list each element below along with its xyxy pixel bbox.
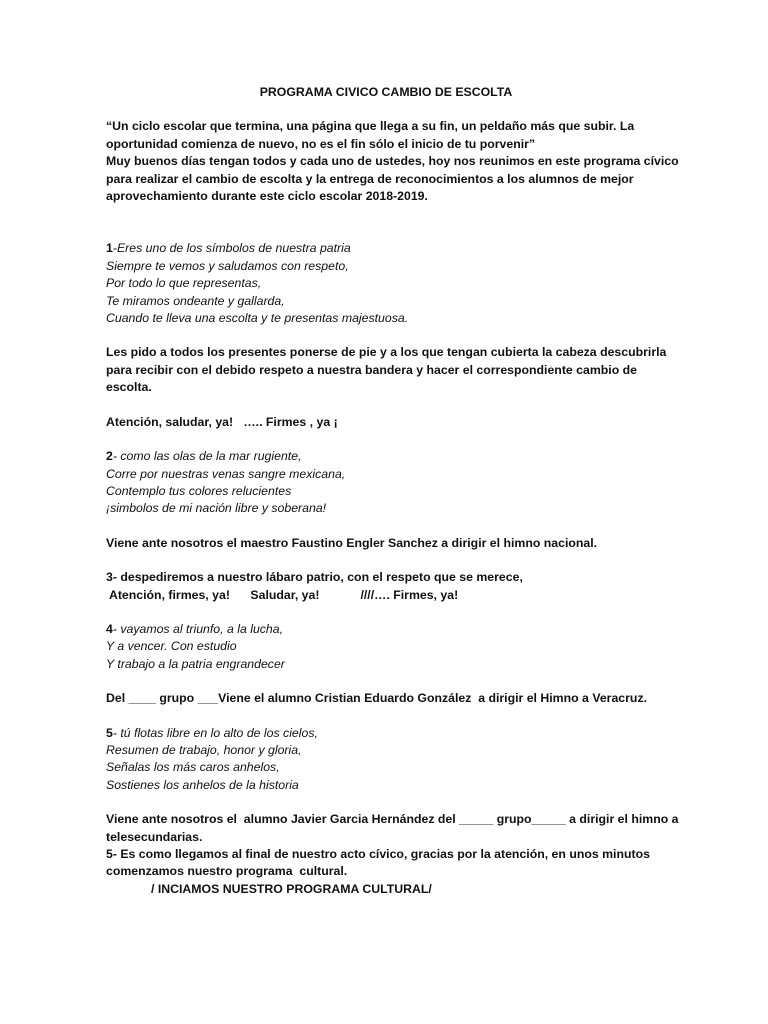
command-line: Atención, firmes, ya! Saludar, ya! ////…. Firmes, ya! [106,587,459,602]
poem-number: 1 [106,241,113,256]
paragraph-line: comenzamos nuestro programa cultural. [106,864,348,879]
poem-line: Siempre te vemos y saludamos con respeto, [106,258,349,273]
document-page [106,84,679,898]
closing-paragraph [106,811,679,898]
intro-line: Muy buenos días tengan todos y cada uno de ustedes, hoy nos reunimos en este programa cívico [106,154,679,169]
instruction-paragraph [106,344,666,396]
poem-line: Contemplo tus colores relucientes [106,483,292,498]
poem-line-text: - como las olas de la mar rugiente, [112,449,302,464]
poem-5 [106,725,666,795]
paragraph-line: Les pido a todos los presentes ponerse de pie y a los que tengan cubierta la cabeza descubrirla [106,345,667,360]
poem-line: Te miramos ondeante y gallarda, [106,293,285,308]
spacer [106,327,666,344]
closing-heading: / INCIAMOS NUESTRO PROGRAMA CULTURAL/ [151,881,432,896]
paragraph-line: Viene ante nosotros el alumno Javier Garcia Hernández del _____ grupo_____ a dirigir el himno a [106,812,679,827]
poem-line [106,240,666,257]
paragraph-line: para recibir con el debido respeto a nuestra bandera y hacer el correspondiente cambio de [106,362,637,377]
poem-line: Cuando te lleva una escolta y te presentas majestuosa. [106,311,409,326]
poem-line: Señalas los más caros anhelos, [106,760,280,775]
poem-line: Resumen de trabajo, honor y gloria, [106,742,302,757]
intro-paragraph [106,118,679,205]
spacer [106,552,666,569]
spacer [106,794,666,811]
paragraph-line: 5- Es como llegamos al final de nuestro acto cívico, gracias por la atención, en unos minutos [106,847,650,861]
intro-line: oportunidad comienza de nuevo, no es el fin sólo el inicio de tu porvenir” [106,136,536,151]
spacer [106,708,666,725]
intro-line: para realizar el cambio de escolta y la entrega de reconocimientos a los alumnos de mejor [106,171,634,186]
intro-line: “Un ciclo escolar que termina, una página que llega a su fin, un peldaño más que subir. La [106,119,635,134]
poem-2 [106,448,666,518]
poem-line-text: -Eres uno de los símbolos de nuestra patria [112,241,351,256]
poem-line [106,621,666,638]
poem-line-text: - tú flotas libre en lo alto de los cielos, [112,725,318,740]
paragraph-line: telesecundarias. [106,829,203,844]
spacer [106,604,666,621]
intro-line: aprovechamiento durante este ciclo escolar 2018-2019. [106,189,428,204]
spacer [106,205,666,240]
spacer [106,397,666,414]
spacer [106,518,666,535]
farewell-paragraph [106,569,666,604]
command-line: Atención, saludar, ya! ….. Firmes , ya ¡ [106,414,338,429]
poem-number: 4 [106,621,113,636]
poem-number: 2 [106,449,113,464]
poem-line: Y a vencer. Con estudio [106,639,237,654]
anthem-announcement: Viene ante nosotros el maestro Faustino Engler Sanchez a dirigir el himno nacional. [106,535,598,550]
poem-line: Por todo lo que representas, [106,276,262,291]
veracruz-anthem-announcement: Del ____ grupo ___Viene el alumno Cristian Eduardo González a dirigir el Himno a Veracruz. [106,691,648,706]
poem-line [106,725,666,742]
poem-4 [106,621,666,673]
poem-line: Sostienes los anhelos de la historia [106,777,299,792]
document-title: PROGRAMA CIVICO CAMBIO DE ESCOLTA [259,85,513,99]
poem-line: ¡simbolos de mi nación libre y soberana! [106,501,327,516]
spacer [106,431,666,448]
poem-1 [106,240,666,327]
poem-line: Corre por nuestras venas sangre mexicana, [106,466,346,481]
spacer [106,673,666,690]
poem-line-text: - vayamos al triunfo, a la lucha, [112,621,284,636]
poem-number: 5 [106,725,113,740]
poem-line: Y trabajo a la patria engrandecer [106,656,285,671]
paragraph-line: escolta. [106,380,152,395]
spacer [106,101,666,118]
paragraph-line: 3- despediremos a nuestro lábaro patrio, con el respeto que se merece, [106,570,523,585]
poem-line [106,448,666,465]
